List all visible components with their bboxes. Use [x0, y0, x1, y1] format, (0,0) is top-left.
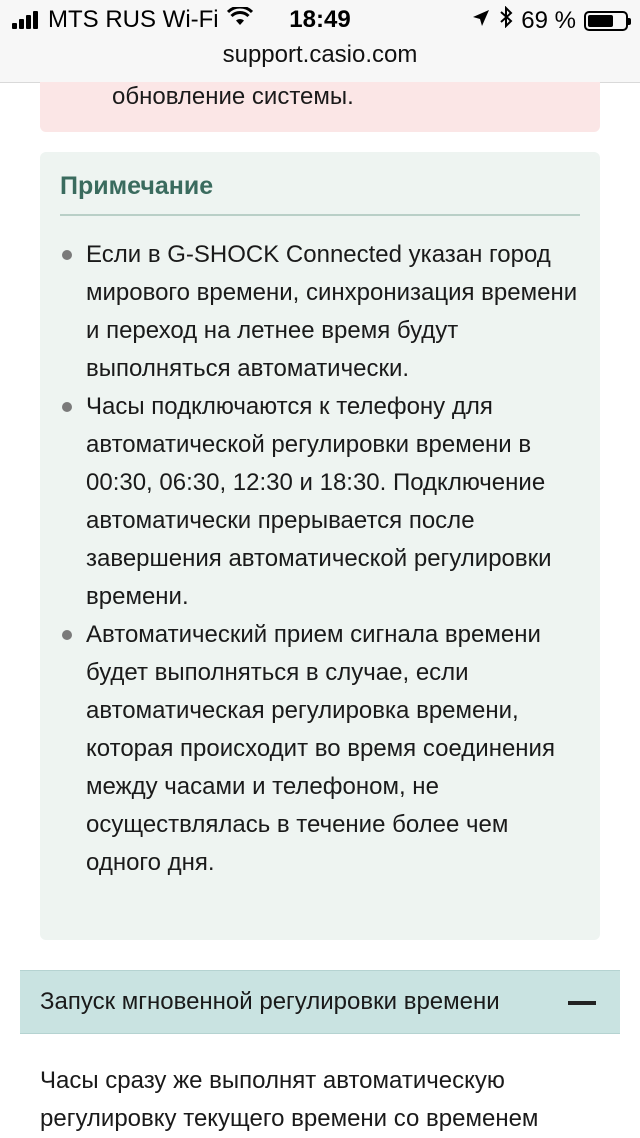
list-item-text: Автоматический прием сигнала времени будет выполняться в случае, если автоматическая регулировка времени, которая происходит во время соединения между часами и телефоном, не осуществлялась в течение более чем одного дня. — [86, 621, 555, 876]
warning-text: обновление системы. — [112, 83, 354, 110]
minus-icon[interactable] — [568, 1001, 596, 1005]
bullet-icon — [62, 250, 72, 260]
note-box — [40, 152, 600, 940]
bullet-icon — [62, 402, 72, 412]
status-time: 18:49 — [289, 6, 351, 33]
accordion-title[interactable]: Запуск мгновенной регулировки времени — [40, 988, 500, 1015]
battery-level-fill — [588, 15, 613, 27]
note-title: Примечание — [60, 172, 214, 200]
location-arrow-icon — [471, 7, 491, 35]
bullet-icon — [62, 630, 72, 640]
list-item — [60, 616, 580, 882]
bluetooth-icon — [499, 6, 513, 35]
list-item — [60, 236, 580, 388]
note-divider — [60, 214, 580, 216]
accordion-body: Часы сразу же выполнят автоматическую регулировку текущего времени со временем — [40, 1067, 539, 1132]
status-right — [463, 6, 628, 35]
battery-icon — [584, 11, 628, 31]
carrier-label: MTS RUS Wi-Fi — [48, 6, 219, 33]
list-item — [60, 388, 580, 616]
url-bar[interactable] — [0, 40, 640, 83]
status-bar — [0, 0, 640, 40]
battery-percent: 69 % — [521, 6, 576, 34]
list-item-text: Часы подключаются к телефону для автоматической регулировки времени в 00:30, 06:30, 12:30 и 18:30. Подключение автоматически прерывается после завершения автоматической регулировки времени. — [86, 393, 552, 610]
note-list — [60, 236, 580, 882]
list-item-text: Если в G-SHOCK Connected указан город мирового времени, синхронизация времени и переход на летнее время будут выполняться автоматически. — [86, 241, 578, 382]
url-text[interactable]: support.casio.com — [222, 41, 418, 68]
accordion-header[interactable] — [20, 970, 620, 1034]
warning-box — [40, 82, 600, 132]
